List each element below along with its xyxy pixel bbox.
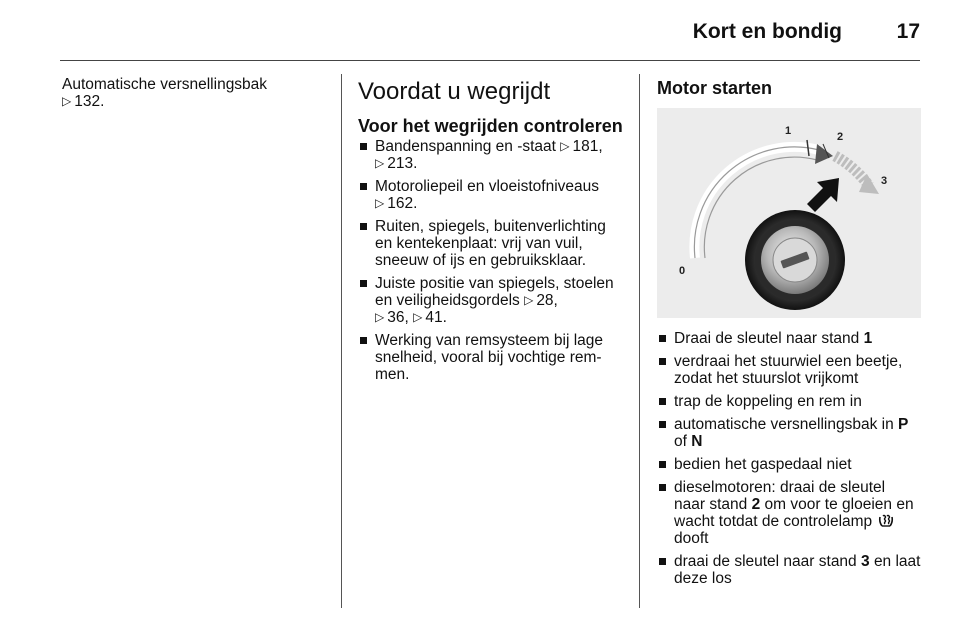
glow-plug-icon xyxy=(878,514,894,528)
list-item: Ruiten, spiegels, buitenverlichting en kentekenplaat: vrij van vuil, sneeuw of ijs en gebruiksklaar. xyxy=(358,218,626,269)
header-title: Kort en bondig xyxy=(692,20,842,43)
list-item: Werking van remsysteem bij lage snelheid, vooral bij vochtige rem- men. xyxy=(358,332,626,383)
reference-arrow-icon: ▷ xyxy=(375,156,385,170)
list-item: trap de koppeling en rem in xyxy=(657,393,925,410)
starting-steps xyxy=(657,330,925,587)
checklist xyxy=(358,138,626,383)
list-item: draai de sleutel naar stand 3 en laat deze los xyxy=(657,553,925,587)
column-left xyxy=(62,76,332,110)
column-divider-left xyxy=(341,74,342,608)
reference-arrow-icon: ▷ xyxy=(560,139,570,153)
list-item: Draai de sleutel naar stand 1 xyxy=(657,330,925,347)
list-item: automatische versnellingsbak in P of N xyxy=(657,416,925,450)
section-title-motor-starten: Motor starten xyxy=(657,78,773,98)
ignition-switch-diagram xyxy=(657,108,921,318)
cross-reference-text: Automatische versnellingsbak xyxy=(62,76,268,93)
section-title: Voordat u wegrijdt xyxy=(358,78,551,105)
position-label-1: 1 xyxy=(785,125,792,137)
column-middle xyxy=(358,76,626,389)
reference-arrow-icon: ▷ xyxy=(524,293,534,307)
list-item: Motoroliepeil en vloeistofniveaus ▷ 162. xyxy=(358,178,626,212)
list-item: bedien het gaspedaal niet xyxy=(657,456,925,473)
reference-arrow-icon: ▷ xyxy=(375,310,385,324)
list-item: Bandenspanning en -staat ▷ 181, ▷ 213. xyxy=(358,138,626,172)
position-label-0: 0 xyxy=(679,265,686,277)
subsection-title: Voor het wegrijden controleren xyxy=(358,116,623,136)
reference-arrow-icon: ▷ xyxy=(413,310,423,324)
position-label-2: 2 xyxy=(837,131,844,143)
reference-arrow-icon: ▷ xyxy=(375,196,385,210)
position-label-3: 3 xyxy=(881,175,888,187)
list-item: verdraai het stuurwiel een beetje, zodat het stuurslot vrijkomt xyxy=(657,353,925,387)
column-right xyxy=(657,76,925,593)
cross-reference-page: ▷ 132. xyxy=(62,93,105,110)
list-item: Juiste positie van spiegels, stoelen en veiligheidsgordels ▷ 28, ▷ 36, ▷ 41. xyxy=(358,275,626,326)
list-item: dieselmotoren: draai de sleutel naar stand 2 om voor te gloeien en wacht totdat de controlelamp dooft xyxy=(657,479,925,547)
header-rule xyxy=(60,60,920,61)
page-number: 17 xyxy=(896,20,920,43)
reference-arrow-icon: ▷ xyxy=(62,94,72,108)
column-divider-right xyxy=(639,74,640,608)
